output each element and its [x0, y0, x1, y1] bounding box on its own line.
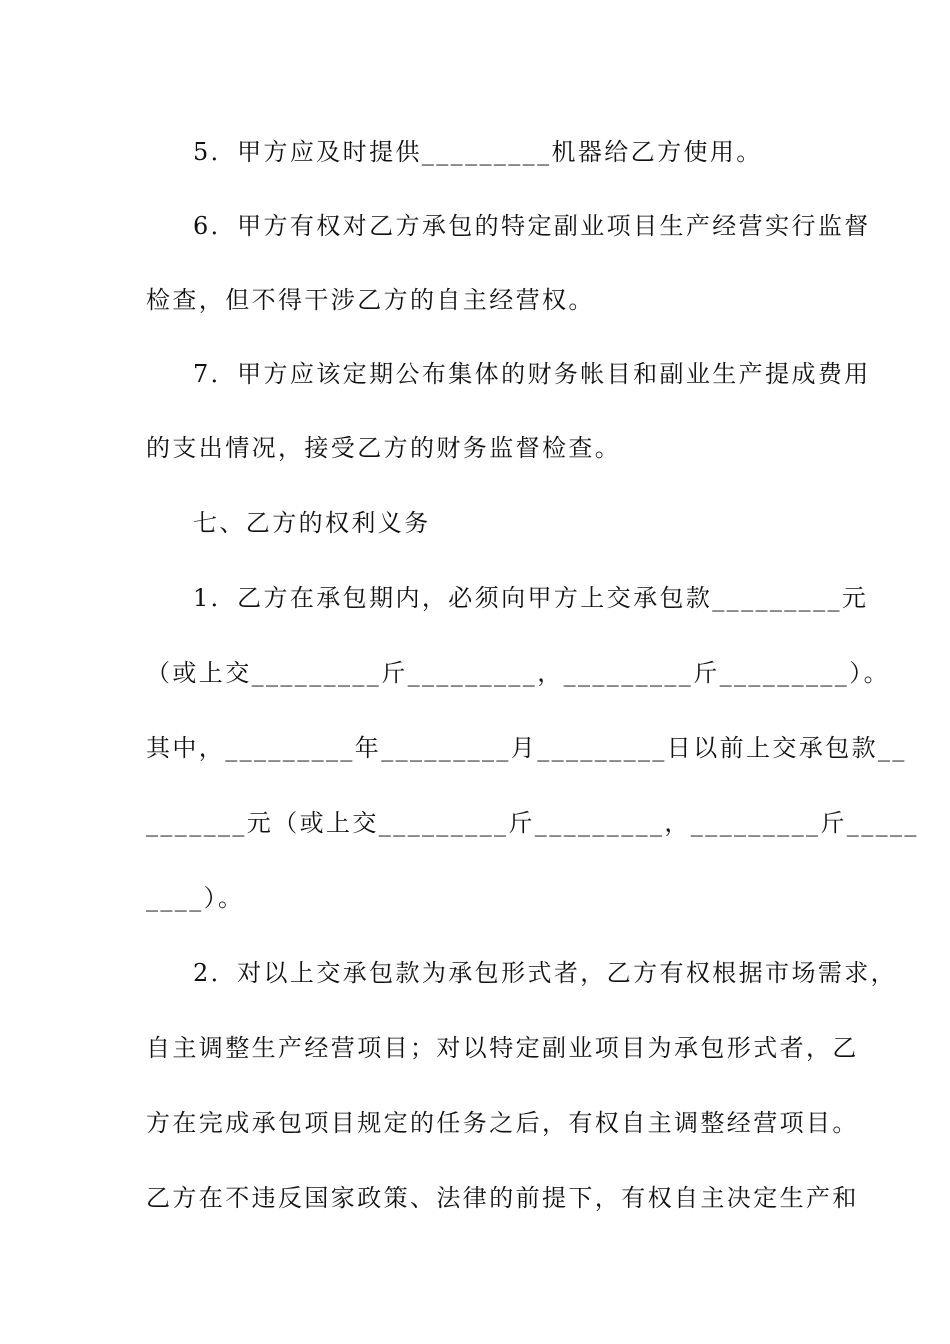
- clause-6-line-2: 检查，但不得干涉乙方的自主经营权。: [146, 286, 595, 314]
- b-clause-1-line-2: （或上交_________斤_________，_________斤_________）。: [146, 659, 890, 687]
- b-clause-1-line-5: ____）。: [146, 884, 245, 912]
- b-clause-2-line-1: 2．对以上交承包款为承包形式者，乙方有权根据市场需求，: [193, 959, 898, 987]
- section-heading-party-b-rights: 七、乙方的权利义务: [193, 509, 431, 537]
- b-clause-1-line-3: 其中，_________年_________月_________日以前上交承包款__: [146, 734, 907, 762]
- b-clause-1-line-1: 1．乙方在承包期内，必须向甲方上交承包款_________元: [193, 584, 869, 612]
- b-clause-2-line-2: 自主调整生产经营项目；对以特定副业项目为承包形式者，乙: [146, 1034, 859, 1062]
- b-clause-2-line-3: 方在完成承包项目规定的任务之后，有权自主调整经营项目。: [146, 1109, 859, 1137]
- clause-6-line-1: 6．甲方有权对乙方承包的特定副业项目生产经营实行监督: [193, 212, 871, 240]
- clause-7-line-2: 的支出情况，接受乙方的财务监督检查。: [146, 434, 622, 462]
- clause-7-line-1: 7．甲方应该定期公布集体的财务帐目和副业生产提成费用: [193, 360, 871, 388]
- clause-5-line: 5．甲方应及时提供_________机器给乙方使用。: [193, 138, 763, 166]
- b-clause-2-line-4: 乙方在不违反国家政策、法律的前提下，有权自主决定生产和: [146, 1184, 859, 1212]
- b-clause-1-line-4: _______元（或上交_________斤_________，_________斤_____: [146, 809, 919, 837]
